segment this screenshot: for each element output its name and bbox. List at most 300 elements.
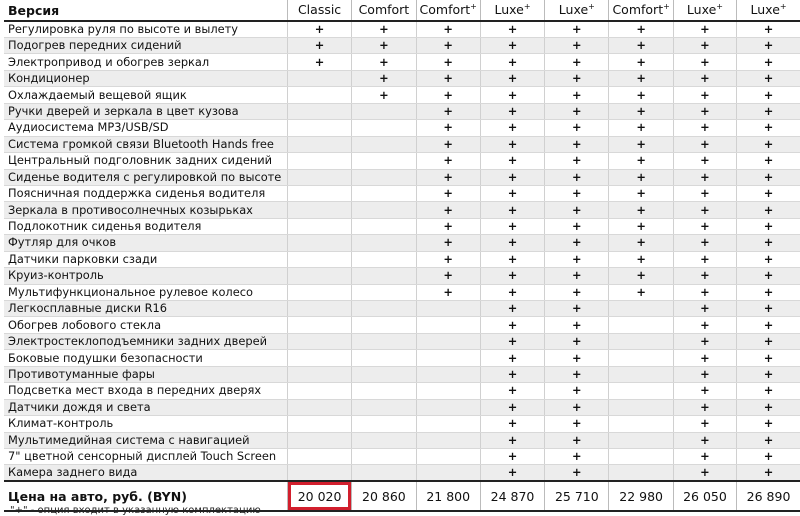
included-mark: + — [545, 218, 609, 234]
included-mark: + — [737, 448, 800, 464]
empty-cell — [352, 284, 416, 300]
empty-cell — [352, 202, 416, 218]
empty-cell — [416, 432, 480, 448]
included-mark: + — [545, 153, 609, 169]
included-mark: + — [737, 317, 800, 333]
included-mark: + — [737, 284, 800, 300]
empty-cell — [416, 416, 480, 432]
included-mark: + — [673, 54, 736, 70]
empty-cell — [287, 235, 351, 251]
included-mark: + — [480, 333, 544, 349]
feature-name: Зеркала в противосолнечных козырьках — [4, 202, 287, 218]
included-mark: + — [609, 103, 673, 119]
version-name: Classic — [297, 2, 342, 18]
included-mark: + — [737, 301, 800, 317]
included-mark: + — [673, 70, 736, 86]
included-mark: + — [737, 235, 800, 251]
included-mark: + — [287, 21, 351, 38]
feature-name: Регулировка руля по высоте и вылету — [4, 21, 287, 38]
feature-name: Обогрев лобового стекла — [4, 317, 287, 333]
empty-cell — [609, 448, 673, 464]
equipment-table — [4, 0, 800, 512]
included-mark: + — [545, 185, 609, 201]
included-mark: + — [545, 448, 609, 464]
included-mark: + — [673, 21, 736, 38]
empty-cell — [352, 153, 416, 169]
included-mark: + — [416, 120, 480, 136]
included-mark: + — [609, 21, 673, 38]
included-mark: + — [545, 366, 609, 382]
table-row — [4, 202, 800, 218]
table-row — [4, 185, 800, 201]
included-mark: + — [352, 54, 416, 70]
empty-cell — [287, 301, 351, 317]
included-mark: + — [545, 54, 609, 70]
included-mark: + — [673, 432, 736, 448]
empty-cell — [287, 153, 351, 169]
version-header-label: Версия — [4, 0, 287, 21]
version-plus-sup: + — [716, 2, 723, 12]
table-row — [4, 169, 800, 185]
included-mark: + — [673, 366, 736, 382]
included-mark: + — [287, 54, 351, 70]
empty-cell — [287, 251, 351, 267]
included-mark: + — [480, 87, 544, 103]
empty-cell — [609, 416, 673, 432]
feature-name: Мультифункциональное рулевое колесо — [4, 284, 287, 300]
included-mark: + — [352, 87, 416, 103]
included-mark: + — [609, 136, 673, 152]
empty-cell — [352, 465, 416, 482]
included-mark: + — [545, 399, 609, 415]
included-mark: + — [673, 350, 736, 366]
included-mark: + — [609, 268, 673, 284]
included-mark: + — [737, 136, 800, 152]
included-mark: + — [737, 268, 800, 284]
table-row — [4, 416, 800, 432]
version-name: Luxe — [494, 2, 524, 18]
empty-cell — [287, 268, 351, 284]
empty-cell — [287, 284, 351, 300]
empty-cell — [287, 317, 351, 333]
feature-name: Охлаждаемый вещевой ящик — [4, 87, 287, 103]
included-mark: + — [545, 268, 609, 284]
table-row — [4, 350, 800, 366]
table-row — [4, 333, 800, 349]
feature-name: Подсветка мест входа в передних дверях — [4, 383, 287, 399]
included-mark: + — [673, 87, 736, 103]
included-mark: + — [609, 87, 673, 103]
included-mark: + — [480, 120, 544, 136]
included-mark: + — [737, 399, 800, 415]
included-mark: + — [737, 432, 800, 448]
included-mark: + — [673, 383, 736, 399]
included-mark: + — [737, 333, 800, 349]
version-plus-sup: + — [470, 2, 477, 12]
empty-cell — [287, 136, 351, 152]
empty-cell — [416, 465, 480, 482]
included-mark: + — [545, 432, 609, 448]
empty-cell — [352, 136, 416, 152]
included-mark: + — [609, 70, 673, 86]
included-mark: + — [480, 432, 544, 448]
included-mark: + — [545, 120, 609, 136]
included-mark: + — [673, 235, 736, 251]
feature-name: Электропривод и обогрев зеркал — [4, 54, 287, 70]
included-mark: + — [480, 218, 544, 234]
feature-name: Поясничная поддержка сиденья водителя — [4, 185, 287, 201]
table-row — [4, 70, 800, 86]
included-mark: + — [416, 235, 480, 251]
included-mark: + — [673, 465, 736, 482]
table-row — [4, 465, 800, 482]
included-mark: + — [352, 21, 416, 38]
table-row — [4, 54, 800, 70]
empty-cell — [287, 432, 351, 448]
table-row — [4, 432, 800, 448]
table-row — [4, 399, 800, 415]
included-mark: + — [737, 218, 800, 234]
empty-cell — [609, 399, 673, 415]
empty-cell — [609, 333, 673, 349]
table-row — [4, 103, 800, 119]
included-mark: + — [416, 251, 480, 267]
price-label: Цена на авто, руб. (BYN) — [4, 481, 287, 511]
included-mark: + — [673, 448, 736, 464]
feature-name: Подлокотник сиденья водителя — [4, 218, 287, 234]
empty-cell — [416, 317, 480, 333]
included-mark: + — [737, 120, 800, 136]
feature-name: Легкосплавные диски R16 — [4, 301, 287, 317]
table-row — [4, 301, 800, 317]
included-mark: + — [609, 120, 673, 136]
included-mark: + — [545, 383, 609, 399]
included-mark: + — [609, 153, 673, 169]
included-mark: + — [737, 169, 800, 185]
included-mark: + — [545, 87, 609, 103]
version-header — [737, 0, 800, 21]
feature-name: Боковые подушки безопасности — [4, 350, 287, 366]
empty-cell — [352, 416, 416, 432]
empty-cell — [609, 432, 673, 448]
empty-cell — [352, 317, 416, 333]
version-name: Luxe — [686, 2, 717, 18]
empty-cell — [352, 366, 416, 382]
empty-cell — [287, 120, 351, 136]
table-row — [4, 21, 800, 38]
empty-cell — [287, 350, 351, 366]
empty-cell — [352, 251, 416, 267]
included-mark: + — [480, 284, 544, 300]
feature-name: Противотуманные фары — [4, 366, 287, 382]
included-mark: + — [545, 416, 609, 432]
version-header — [352, 0, 416, 21]
price-cell: 26 890 — [737, 481, 800, 511]
included-mark: + — [737, 38, 800, 54]
empty-cell — [352, 268, 416, 284]
empty-cell — [287, 169, 351, 185]
feature-name: Мультимедийная система с навигацией — [4, 432, 287, 448]
included-mark: + — [480, 54, 544, 70]
included-mark: + — [416, 185, 480, 201]
included-mark: + — [673, 333, 736, 349]
empty-cell — [287, 399, 351, 415]
included-mark: + — [480, 202, 544, 218]
feature-name: Датчики парковки сзади — [4, 251, 287, 267]
included-mark: + — [737, 54, 800, 70]
included-mark: + — [480, 465, 544, 482]
empty-cell — [352, 432, 416, 448]
included-mark: + — [737, 465, 800, 482]
price-cell: 21 800 — [416, 481, 480, 511]
version-header — [287, 0, 351, 21]
empty-cell — [609, 465, 673, 482]
feature-name: 7" цветной сенсорный дисплей Touch Screen — [4, 448, 287, 464]
included-mark: + — [673, 268, 736, 284]
included-mark: + — [737, 87, 800, 103]
included-mark: + — [673, 416, 736, 432]
included-mark: + — [480, 136, 544, 152]
version-name: Comfort — [419, 2, 471, 18]
feature-name: Сиденье водителя с регулировкой по высоте — [4, 169, 287, 185]
included-mark: + — [737, 202, 800, 218]
included-mark: + — [673, 301, 736, 317]
feature-name: Электростеклоподъемники задних дверей — [4, 333, 287, 349]
included-mark: + — [545, 103, 609, 119]
empty-cell — [352, 185, 416, 201]
empty-cell — [609, 350, 673, 366]
price-cell: 25 710 — [545, 481, 609, 511]
empty-cell — [287, 416, 351, 432]
included-mark: + — [416, 169, 480, 185]
included-mark: + — [673, 185, 736, 201]
included-mark: + — [480, 350, 544, 366]
included-mark: + — [480, 103, 544, 119]
price-cell: 20 860 — [352, 481, 416, 511]
included-mark: + — [673, 38, 736, 54]
included-mark: + — [609, 38, 673, 54]
spec-sheet — [4, 0, 800, 516]
empty-cell — [287, 185, 351, 201]
included-mark: + — [545, 38, 609, 54]
empty-cell — [287, 383, 351, 399]
feature-name: Подогрев передних сидений — [4, 38, 287, 54]
included-mark: + — [480, 21, 544, 38]
included-mark: + — [480, 185, 544, 201]
empty-cell — [287, 366, 351, 382]
table-row — [4, 136, 800, 152]
included-mark: + — [352, 70, 416, 86]
included-mark: + — [673, 399, 736, 415]
included-mark: + — [673, 251, 736, 267]
included-mark: + — [545, 301, 609, 317]
included-mark: + — [673, 103, 736, 119]
included-mark: + — [545, 333, 609, 349]
included-mark: + — [609, 185, 673, 201]
included-mark: + — [545, 169, 609, 185]
included-mark: + — [480, 399, 544, 415]
price-cell-highlighted: 20 020 — [287, 481, 351, 511]
table-row — [4, 218, 800, 234]
version-header — [673, 0, 736, 21]
empty-cell — [416, 366, 480, 382]
included-mark: + — [416, 103, 480, 119]
empty-cell — [352, 383, 416, 399]
included-mark: + — [416, 70, 480, 86]
included-mark: + — [416, 21, 480, 38]
included-mark: + — [673, 218, 736, 234]
table-row — [4, 268, 800, 284]
included-mark: + — [609, 235, 673, 251]
included-mark: + — [416, 87, 480, 103]
included-mark: + — [737, 153, 800, 169]
included-mark: + — [480, 70, 544, 86]
included-mark: + — [480, 448, 544, 464]
empty-cell — [287, 87, 351, 103]
included-mark: + — [480, 366, 544, 382]
version-header — [609, 0, 673, 21]
included-mark: + — [480, 251, 544, 267]
included-mark: + — [545, 251, 609, 267]
empty-cell — [352, 448, 416, 464]
table-row — [4, 317, 800, 333]
empty-cell — [416, 448, 480, 464]
feature-name: Кондиционер — [4, 70, 287, 86]
version-plus-sup: + — [663, 2, 670, 12]
included-mark: + — [609, 218, 673, 234]
empty-cell — [416, 333, 480, 349]
included-mark: + — [737, 70, 800, 86]
feature-name: Ручки дверей и зеркала в цвет кузова — [4, 103, 287, 119]
table-row — [4, 383, 800, 399]
footnote: "+" - опция входит в указанную комплектацию — [10, 505, 261, 516]
included-mark: + — [416, 268, 480, 284]
empty-cell — [352, 333, 416, 349]
table-row — [4, 284, 800, 300]
feature-name: Круиз-контроль — [4, 268, 287, 284]
empty-cell — [352, 350, 416, 366]
included-mark: + — [673, 136, 736, 152]
included-mark: + — [545, 235, 609, 251]
version-header — [545, 0, 609, 21]
empty-cell — [287, 218, 351, 234]
included-mark: + — [545, 284, 609, 300]
empty-cell — [352, 301, 416, 317]
empty-cell — [352, 235, 416, 251]
included-mark: + — [480, 416, 544, 432]
included-mark: + — [416, 218, 480, 234]
price-cell: 26 050 — [673, 481, 736, 511]
empty-cell — [287, 70, 351, 86]
version-name: Luxe — [750, 2, 780, 18]
included-mark: + — [416, 284, 480, 300]
empty-cell — [416, 301, 480, 317]
included-mark: + — [673, 202, 736, 218]
included-mark: + — [609, 202, 673, 218]
included-mark: + — [545, 136, 609, 152]
empty-cell — [609, 317, 673, 333]
empty-cell — [287, 465, 351, 482]
included-mark: + — [416, 202, 480, 218]
empty-cell — [352, 218, 416, 234]
included-mark: + — [416, 136, 480, 152]
table-row — [4, 120, 800, 136]
price-cell: 22 980 — [609, 481, 673, 511]
included-mark: + — [545, 317, 609, 333]
included-mark: + — [737, 383, 800, 399]
table-row — [4, 235, 800, 251]
feature-name: Центральный подголовник задних сидений — [4, 153, 287, 169]
feature-name: Датчики дождя и света — [4, 399, 287, 415]
included-mark: + — [737, 103, 800, 119]
version-name: Comfort — [612, 2, 664, 18]
included-mark: + — [609, 251, 673, 267]
version-header — [480, 0, 544, 21]
version-plus-sup: + — [588, 2, 595, 12]
included-mark: + — [673, 153, 736, 169]
empty-cell — [352, 399, 416, 415]
empty-cell — [352, 103, 416, 119]
empty-cell — [416, 350, 480, 366]
included-mark: + — [416, 153, 480, 169]
included-mark: + — [737, 21, 800, 38]
table-header-row — [4, 0, 800, 21]
feature-name: Климат-контроль — [4, 416, 287, 432]
version-header — [416, 0, 480, 21]
included-mark: + — [737, 185, 800, 201]
feature-name: Система громкой связи Bluetooth Hands free — [4, 136, 287, 152]
included-mark: + — [609, 169, 673, 185]
included-mark: + — [673, 169, 736, 185]
table-row — [4, 87, 800, 103]
included-mark: + — [416, 38, 480, 54]
included-mark: + — [480, 235, 544, 251]
feature-name: Камера заднего вида — [4, 465, 287, 482]
included-mark: + — [545, 350, 609, 366]
included-mark: + — [480, 301, 544, 317]
included-mark: + — [673, 317, 736, 333]
included-mark: + — [737, 416, 800, 432]
version-name: Comfort — [358, 2, 410, 18]
empty-cell — [287, 202, 351, 218]
empty-cell — [287, 448, 351, 464]
table-row — [4, 153, 800, 169]
empty-cell — [609, 366, 673, 382]
feature-name: Футляр для очков — [4, 235, 287, 251]
included-mark: + — [480, 383, 544, 399]
included-mark: + — [545, 465, 609, 482]
included-mark: + — [287, 38, 351, 54]
included-mark: + — [737, 350, 800, 366]
included-mark: + — [673, 120, 736, 136]
empty-cell — [609, 383, 673, 399]
empty-cell — [287, 333, 351, 349]
empty-cell — [287, 103, 351, 119]
included-mark: + — [480, 169, 544, 185]
empty-cell — [416, 399, 480, 415]
empty-cell — [352, 120, 416, 136]
included-mark: + — [545, 202, 609, 218]
included-mark: + — [480, 153, 544, 169]
included-mark: + — [545, 21, 609, 38]
version-plus-sup: + — [779, 2, 787, 12]
included-mark: + — [609, 284, 673, 300]
included-mark: + — [609, 54, 673, 70]
table-row — [4, 251, 800, 267]
feature-name: Аудиосистема MP3/USB/SD — [4, 120, 287, 136]
included-mark: + — [545, 70, 609, 86]
table-row — [4, 38, 800, 54]
